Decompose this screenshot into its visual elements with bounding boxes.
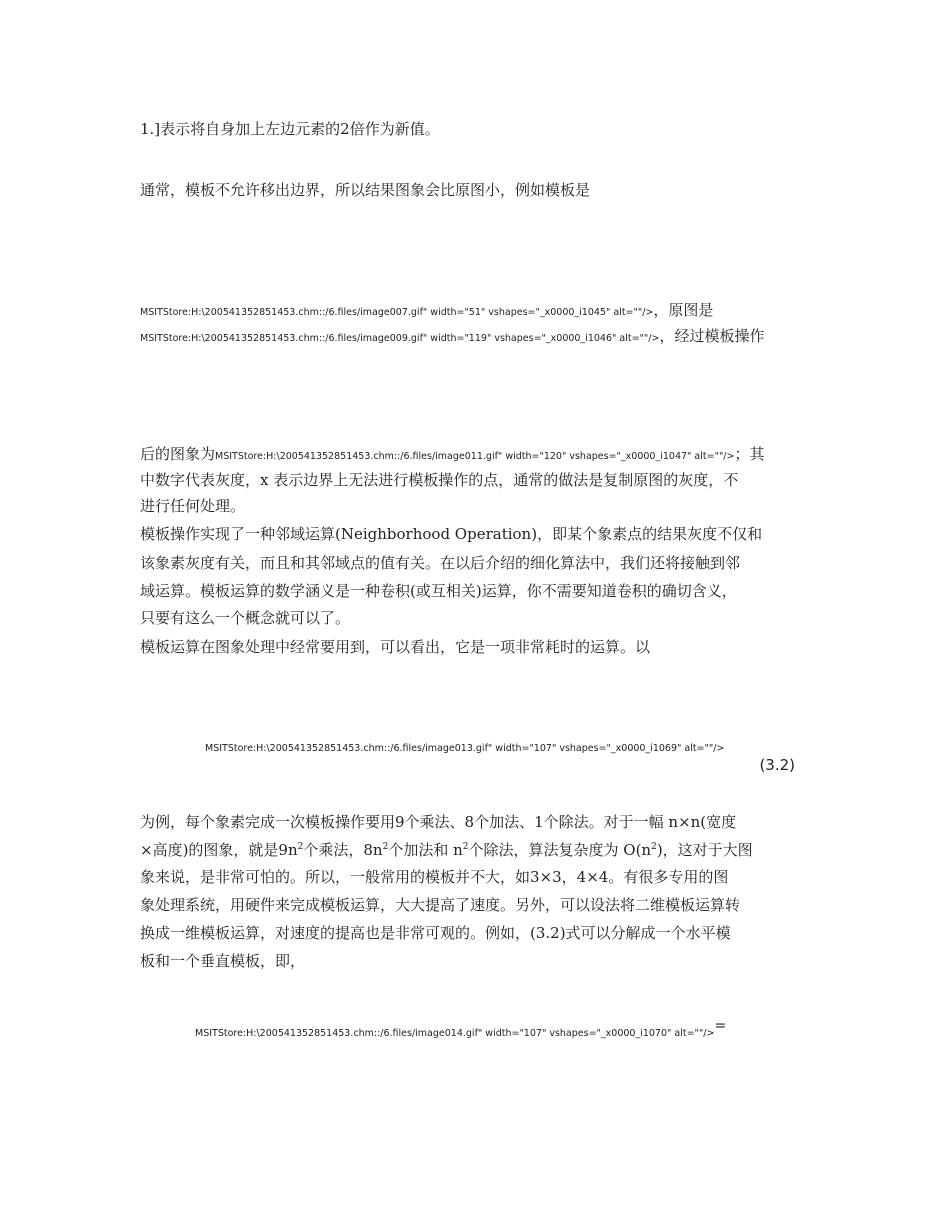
- broken-image-reference: MSITStore:H:\200541352851453.chm::/6.files/image011.gif" width="120" vshapes="_x0000_i1047" alt=""/>: [215, 451, 735, 462]
- broken-image-reference: MSITStore:H:\200541352851453.chm::/6.files/image014.gif" width="107" vshapes="_x0000_i1070" alt=""/>: [195, 1028, 715, 1039]
- image-placeholder-line: [140, 322, 764, 353]
- paragraph-line: 为例，每个象素完成一次模板操作要用9个乘法、8个加法、1个除法。对于一幅 n×n(宽度: [140, 813, 737, 831]
- paragraph-line: 模板操作实现了一种邻域运算(Neighborhood Operation)，即某个象素点的结果灰度不仅和: [140, 525, 763, 543]
- paragraph-line: 中数字代表灰度，x 表示边界上无法进行模板操作的点，通常的做法是复制原图的灰度，不: [140, 471, 739, 489]
- text-segment: 个除法，算法复杂度为 O(n: [468, 841, 652, 859]
- paragraph-text: ；其: [734, 445, 765, 463]
- superscript: 2: [462, 842, 469, 852]
- paragraph-line: 模板运算在图象处理中经常要用到，可以看出，它是一项非常耗时的运算。以: [140, 638, 651, 656]
- equals-sign: =: [714, 1018, 727, 1034]
- image-placeholder-line: [195, 1017, 726, 1048]
- text-segment: 个加法和 n: [388, 841, 463, 859]
- paragraph-line: 换成一维模板运算，对速度的提高也是非常可观的。例如，(3.2)式可以分解成一个水平模: [140, 924, 731, 942]
- superscript: 2: [382, 842, 389, 852]
- text-segment: ×高度)的图象，就是9n: [140, 841, 298, 859]
- broken-image-reference: MSITStore:H:\200541352851453.chm::/6.files/image007.gif" width="51" vshapes="_x0000_i1045" alt=""/>: [140, 307, 654, 318]
- paragraph-text: ，经过模板操作: [659, 327, 765, 345]
- broken-image-reference: MSITStore:H:\200541352851453.chm::/6.files/image009.gif" width="119" vshapes="_x0000_i1046" alt=""/>: [140, 333, 660, 344]
- image-placeholder-line: [205, 732, 724, 763]
- paragraph-line: 象处理系统，用硬件来完成模板运算，大大提高了速度。另外，可以设法将二维模板运算转: [140, 896, 741, 914]
- paragraph-line: 进行任何处理。: [140, 497, 246, 515]
- paragraph-line: 象来说，是非常可怕的。所以，一般常用的模板并不大，如3×3，4×4。有很多专用的图: [140, 868, 729, 886]
- paragraph-line: 1.]表示将自身加上左边元素的2倍作为新值。: [140, 120, 440, 138]
- text-segment: 个乘法，8n: [303, 841, 383, 859]
- paragraph-text: 后的图象为: [140, 445, 216, 463]
- broken-image-reference: MSITStore:H:\200541352851453.chm::/6.files/image013.gif" width="107" vshapes="_x0000_i1069" alt=""/>: [205, 743, 725, 754]
- superscript: 2: [651, 842, 657, 852]
- paragraph-line: 该象素灰度有关，而且和其邻域点的值有关。在以后介绍的细化算法中，我们还将接触到邻: [140, 554, 741, 572]
- paragraph-line: 板和一个垂直模板，即，: [140, 952, 306, 970]
- text-segment: )，这对于大图: [656, 841, 753, 859]
- paragraph-line: [140, 836, 753, 864]
- superscript: 2: [297, 842, 304, 852]
- paragraph-line: 域运算。模板运算的数学涵义是一种卷积(或互相关)运算，你不需要知道卷积的确切含义，: [140, 582, 737, 600]
- paragraph-text: ，原图是: [653, 301, 714, 319]
- equation-number: (3.2): [759, 756, 795, 774]
- paragraph-line: 只要有这么一个概念就可以了。: [140, 609, 351, 627]
- paragraph-line: 通常，模板不允许移出边界，所以结果图象会比原图小，例如模板是: [140, 181, 591, 199]
